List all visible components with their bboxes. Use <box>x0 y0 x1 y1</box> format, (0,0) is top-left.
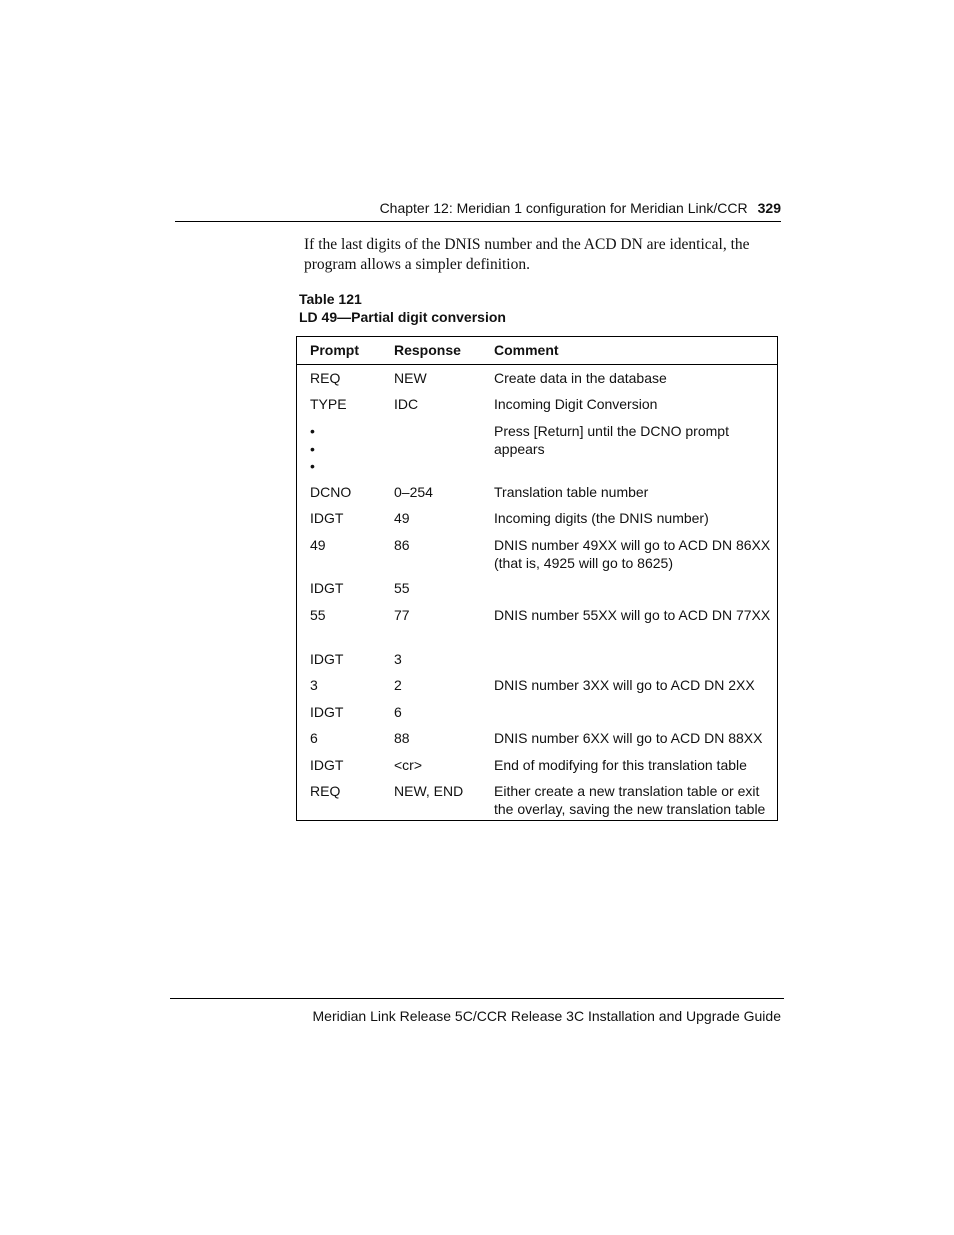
intro-paragraph: If the last digits of the DNIS number and the ACD DN are identical, the program allows a simpler definition. <box>304 236 750 273</box>
response-cell: 6 <box>394 704 402 720</box>
prompt-cell: IDGT <box>310 651 344 667</box>
comment-cell: Incoming Digit Conversion <box>494 396 658 412</box>
comment-cell: Incoming digits (the DNIS number) <box>494 510 709 526</box>
comment-cell: Create data in the database <box>494 370 667 386</box>
header-row-divider <box>297 364 777 365</box>
table-number: Table 121 <box>299 291 362 307</box>
response-cell: <cr> <box>394 757 423 773</box>
column-header-prompt: Prompt <box>310 342 359 358</box>
footer-title: Meridian Link Release 5C/CCR Release 3C Installation and Upgrade Guide <box>312 1008 781 1024</box>
prompt-cell: REQ <box>310 783 341 799</box>
prompt-cell: REQ <box>310 370 341 386</box>
header-divider <box>175 221 781 222</box>
comment-cell: DNIS number 3XX will go to ACD DN 2XX <box>494 677 755 693</box>
prompt-cell: 55 <box>310 607 326 623</box>
table-caption <box>299 291 506 326</box>
prompt-cell: DCNO <box>310 484 352 500</box>
running-header <box>175 199 781 217</box>
prompt-cell: 49 <box>310 537 326 553</box>
prompt-cell: IDGT <box>310 704 344 720</box>
table-title: LD 49—Partial digit conversion <box>299 308 506 325</box>
response-cell: IDC <box>394 396 419 412</box>
prompt-cell: IDGT <box>310 510 344 526</box>
response-cell: 0–254 <box>394 484 433 500</box>
response-cell: NEW <box>394 370 427 386</box>
chapter-title: Chapter 12: Meridian 1 configuration for Meridian Link/CCR <box>379 200 748 216</box>
column-header-response: Response <box>394 342 461 358</box>
prompt-cell: • • • <box>310 423 315 474</box>
prompt-cell: 6 <box>310 730 318 746</box>
comment-cell: DNIS number 6XX will go to ACD DN 88XX <box>494 730 763 746</box>
data-table <box>296 336 778 821</box>
page-number: 329 <box>757 200 781 216</box>
prompt-cell: 3 <box>310 677 318 693</box>
comment-cell: End of modifying for this translation table <box>494 757 747 773</box>
footer-divider <box>170 998 784 999</box>
prompt-cell: TYPE <box>310 396 347 412</box>
comment-cell: DNIS number 49XX will go to ACD DN 86XX (that is, 4925 will go to 8625) <box>494 537 771 571</box>
response-cell: 2 <box>394 677 402 693</box>
response-cell: 55 <box>394 580 410 596</box>
response-cell: 77 <box>394 607 410 623</box>
response-cell: 49 <box>394 510 410 526</box>
response-cell: 3 <box>394 651 402 667</box>
response-cell: NEW, END <box>394 783 464 799</box>
comment-cell: Press [Return] until the DCNO prompt appears <box>494 423 729 457</box>
response-cell: 86 <box>394 537 410 553</box>
response-cell: 88 <box>394 730 410 746</box>
prompt-cell: IDGT <box>310 580 344 596</box>
comment-cell: DNIS number 55XX will go to ACD DN 77XX <box>494 607 771 623</box>
column-header-comment: Comment <box>494 342 559 358</box>
comment-cell: Translation table number <box>494 484 649 500</box>
comment-cell: Either create a new translation table or exit the overlay, saving the new translation table <box>494 783 766 817</box>
prompt-cell: IDGT <box>310 757 344 773</box>
